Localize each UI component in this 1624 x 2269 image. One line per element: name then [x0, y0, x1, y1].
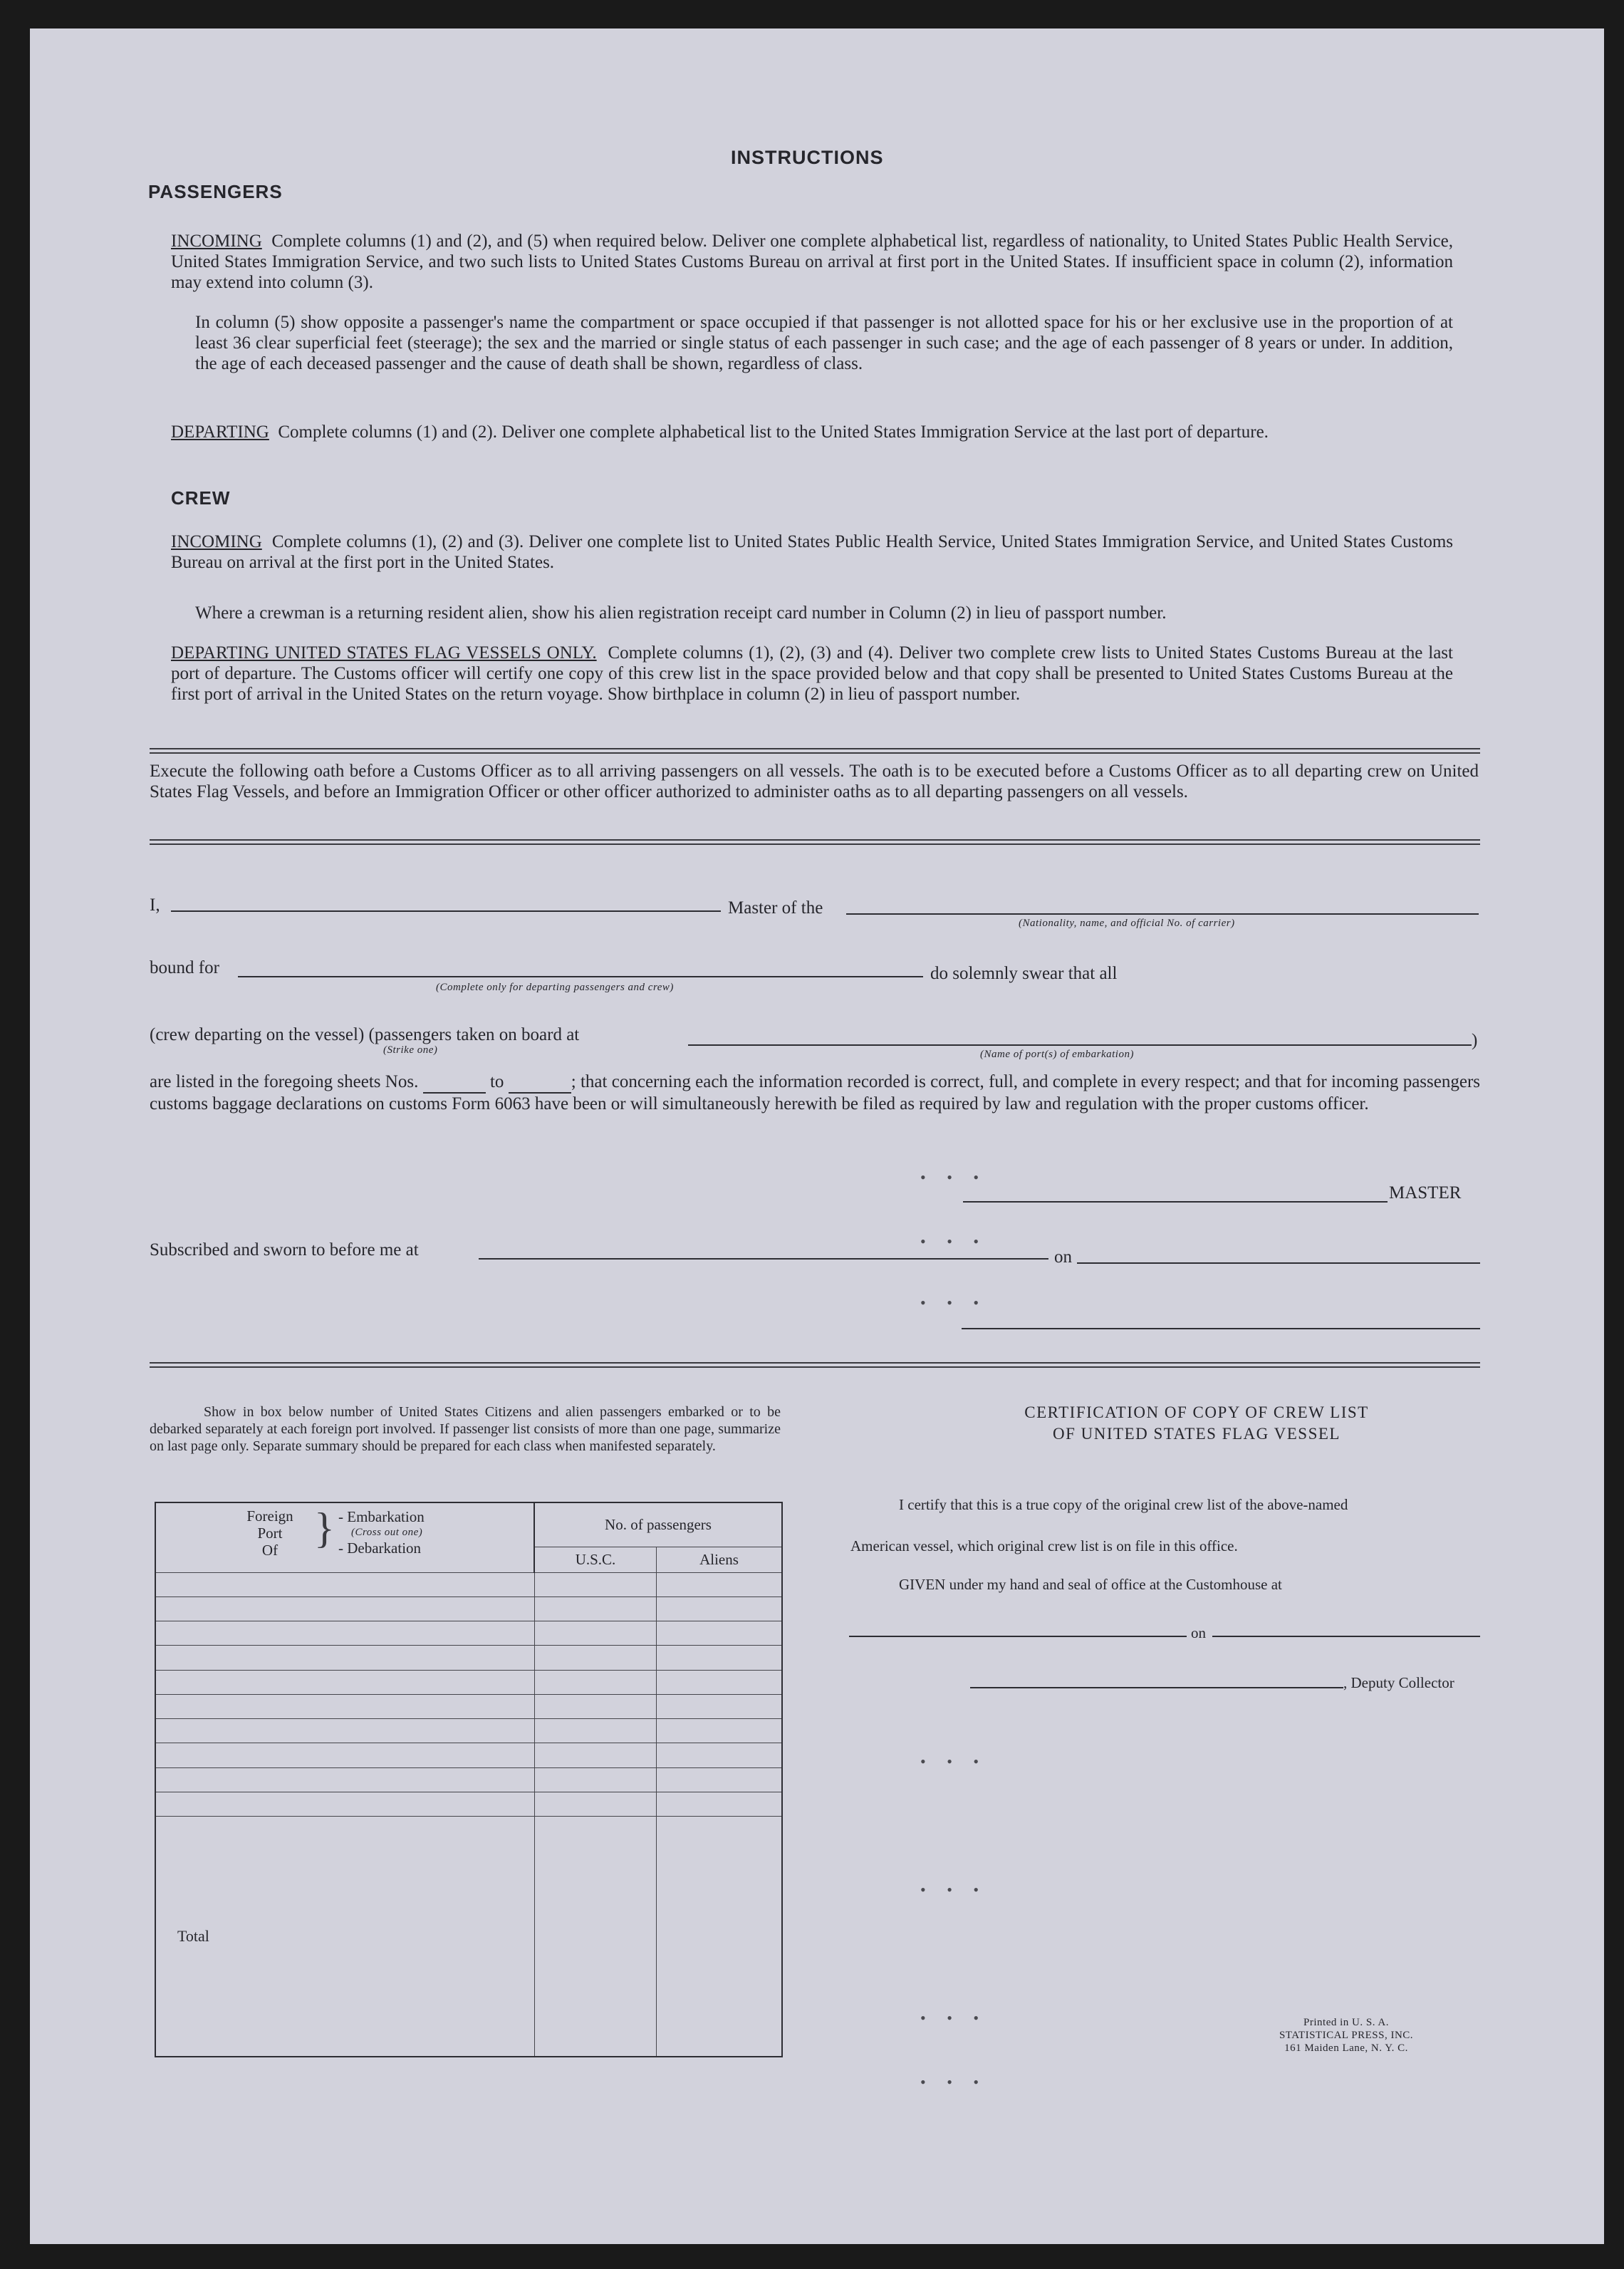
- sworn-date-field[interactable]: [1077, 1262, 1480, 1264]
- divider-rule: [150, 1366, 1480, 1368]
- certification-title-line2: OF UNITED STATES FLAG VESSEL: [1053, 1425, 1341, 1443]
- bound-for-field[interactable]: [238, 976, 923, 977]
- aliens-header: Aliens: [657, 1547, 783, 1572]
- certification-title-line1: CERTIFICATION OF COPY OF CREW LIST: [1024, 1403, 1369, 1421]
- printer-imprint: [1239, 2016, 1453, 2055]
- deputy-signature-field[interactable]: [970, 1687, 1343, 1688]
- crew-departing-label: DEPARTING UNITED STATES FLAG VESSELS ONLY.: [171, 643, 597, 663]
- table-row: [155, 1646, 782, 1670]
- aliens-cell[interactable]: [657, 1646, 783, 1670]
- cross-out-caption: (Cross out one): [351, 1527, 423, 1538]
- passengers-departing-label: DEPARTING: [171, 422, 269, 442]
- port-cell[interactable]: [155, 1670, 534, 1694]
- aliens-cell[interactable]: [657, 1694, 783, 1718]
- aliens-cell[interactable]: [657, 1743, 783, 1767]
- debarkation-option[interactable]: - Debarkation: [338, 1540, 422, 1557]
- sworn-at-field[interactable]: [479, 1258, 1048, 1260]
- certify-line1: I certify that this is a true copy of the original crew list of the above-named: [899, 1496, 1348, 1513]
- summary-instructions: Show in box below number of United States Citizens and alien passengers embarked or to be debarked separately at each foreign port involved. If passenger list consists of more than one page, summarize on last page only. Separate summary should be prepared for each class when manifested separately.: [150, 1404, 781, 1454]
- total-usc-cell[interactable]: [534, 1817, 657, 2057]
- total-aliens-cell[interactable]: [657, 1817, 783, 2057]
- crew-incoming-label: INCOMING: [171, 532, 262, 551]
- master-label: MASTER: [1389, 1183, 1462, 1203]
- crew-heading: CREW: [171, 487, 231, 509]
- passengers-departing-paragraph: [171, 422, 1453, 442]
- certification-title: [926, 1402, 1467, 1445]
- printer-line2: STATISTICAL PRESS, INC.: [1279, 2030, 1414, 2041]
- listed-to: to: [489, 1072, 504, 1091]
- usc-cell[interactable]: [534, 1572, 657, 1596]
- port-cell[interactable]: [155, 1621, 534, 1646]
- bleed-mark: • • •: [920, 1881, 988, 1899]
- crew-incoming-text: Complete columns (1), (2) and (3). Deliver one complete list to United States Public Health Service, United States Immigration Service, and United States Customs Bureau on arrival at the first port in the United States.: [171, 532, 1453, 572]
- printer-line3: 161 Maiden Lane, N. Y. C.: [1284, 2042, 1408, 2054]
- aliens-cell[interactable]: [657, 1621, 783, 1646]
- passengers-incoming-text: Complete columns (1) and (2), and (5) when required below. Deliver one complete alphabetical list, regardless of nationality, to United States Public Health Service, United States Immigration Service, and two such lists to United States Customs Bureau on arrival at first port in the United States. If insufficient space in column (2), information may extend into column (3).: [171, 232, 1454, 292]
- master-name-field[interactable]: [171, 910, 721, 912]
- embarkation-option[interactable]: - Embarkation: [338, 1508, 425, 1525]
- crew-resident-text: Where a crewman is a returning resident alien, show his alien registration receipt card number in Column (2) in lieu of passport number.: [195, 603, 1167, 623]
- table-row: [155, 1767, 782, 1792]
- divider-rule: [150, 843, 1480, 845]
- bleed-mark: • • •: [920, 2009, 988, 2027]
- brace-glyph: }: [314, 1505, 335, 1552]
- passengers-column5-text: In column (5) show opposite a passenger's name the compartment or space occupied if that passenger is not allotted space for his or her exclusive use in the proportion of at least 36 clear superficial feet (steerage); the sex and the married or single status of each passenger in such case; and the age of each passenger of 8 years or under. In addition, the age of each deceased passenger and the cause of death shall be shown, regardless of class.: [195, 313, 1453, 373]
- aliens-cell[interactable]: [657, 1572, 783, 1596]
- oath-i-label: I,: [150, 895, 160, 915]
- port-label: Port: [257, 1525, 283, 1542]
- table-row: [155, 1792, 782, 1817]
- listed-paragraph: [150, 1071, 1480, 1114]
- passengers-incoming-paragraph: [171, 231, 1453, 293]
- bleed-mark: • • •: [920, 1232, 988, 1250]
- total-row: [155, 1817, 782, 2057]
- divider-rule: [150, 1362, 1480, 1364]
- usc-cell[interactable]: [534, 1596, 657, 1621]
- aliens-cell[interactable]: [657, 1792, 783, 1817]
- table-row: [155, 1596, 782, 1621]
- usc-cell[interactable]: [534, 1670, 657, 1694]
- table-row: [155, 1743, 782, 1767]
- aliens-cell[interactable]: [657, 1767, 783, 1792]
- printer-line1: Printed in U. S. A.: [1303, 2017, 1389, 2028]
- table-row: [155, 1719, 782, 1743]
- usc-cell[interactable]: [534, 1719, 657, 1743]
- usc-cell[interactable]: [534, 1646, 657, 1670]
- given-text: GIVEN under my hand and seal of office at the Customhouse at: [899, 1576, 1282, 1593]
- sheet-to-field[interactable]: [509, 1071, 571, 1094]
- port-cell[interactable]: [155, 1767, 534, 1792]
- port-cell[interactable]: [155, 1792, 534, 1817]
- subscribed-label: Subscribed and sworn to before me at: [150, 1240, 419, 1260]
- port-cell[interactable]: [155, 1694, 534, 1718]
- port-cell[interactable]: [155, 1596, 534, 1621]
- divider-rule: [150, 752, 1480, 754]
- certification-date-field[interactable]: [1212, 1636, 1480, 1637]
- crew-departing-oath-text: (crew departing on the vessel) (passengers taken on board at: [150, 1025, 580, 1044]
- listed-prefix: are listed in the foregoing sheets Nos.: [150, 1072, 419, 1091]
- bound-for-label: bound for: [150, 958, 219, 977]
- customhouse-field[interactable]: [849, 1636, 1187, 1637]
- divider-rule: [150, 748, 1480, 749]
- usc-cell[interactable]: [534, 1694, 657, 1718]
- divider-rule: [150, 839, 1480, 841]
- crew-incoming-paragraph: [171, 531, 1453, 573]
- aliens-cell[interactable]: [657, 1596, 783, 1621]
- foreign-label: Foreign: [246, 1507, 293, 1525]
- page-title: INSTRUCTIONS: [731, 147, 884, 168]
- aliens-cell[interactable]: [657, 1670, 783, 1694]
- certify-line2: American vessel, which original crew list is on file in this office.: [850, 1537, 1238, 1554]
- strike-one-caption: (Strike one): [383, 1044, 438, 1056]
- port-cell[interactable]: [155, 1743, 534, 1767]
- port-embarkation-field[interactable]: [688, 1044, 1472, 1046]
- certification-on-label: on: [1191, 1624, 1206, 1641]
- port-cell[interactable]: [155, 1719, 534, 1743]
- master-signature-field[interactable]: [963, 1201, 1388, 1203]
- master-of-the-label: Master of the: [728, 898, 823, 918]
- bleed-mark: • • •: [920, 1168, 988, 1186]
- table-row: [155, 1621, 782, 1646]
- bleed-mark: • • •: [920, 2073, 988, 2091]
- port-caption: (Name of port(s) of embarkation): [980, 1049, 1134, 1060]
- sworn-on-label: on: [1054, 1247, 1072, 1267]
- table-row: [155, 1670, 782, 1694]
- deputy-collector-label: , Deputy Collector: [1343, 1674, 1454, 1691]
- passengers-departing-text: Complete columns (1) and (2). Deliver one complete alphabetical list to the United States Immigration Service at the last port of departure.: [278, 422, 1269, 442]
- sheet-from-field[interactable]: [423, 1071, 486, 1094]
- officer-signature-field[interactable]: [962, 1328, 1480, 1329]
- carrier-field[interactable]: [846, 913, 1479, 915]
- bleed-mark: • • •: [920, 1294, 988, 1312]
- usc-cell[interactable]: [534, 1743, 657, 1767]
- port-cell[interactable]: [155, 1646, 534, 1670]
- usc-cell[interactable]: [534, 1792, 657, 1817]
- foreign-port-header: [155, 1502, 534, 1572]
- aliens-cell[interactable]: [657, 1719, 783, 1743]
- close-paren: ): [1472, 1031, 1478, 1050]
- passengers-incoming-label: INCOMING: [171, 232, 262, 251]
- passenger-summary-table: [155, 1502, 783, 2057]
- no-of-passengers-header: No. of passengers: [534, 1502, 782, 1547]
- total-label: Total: [155, 1817, 534, 2057]
- passengers-heading: PASSENGERS: [148, 181, 283, 202]
- crew-departing-paragraph: [171, 643, 1453, 705]
- of-label: Of: [261, 1542, 279, 1559]
- carrier-caption: (Nationality, name, and official No. of carrier): [1019, 918, 1235, 929]
- listed-rest: ; that concerning each the information recorded is correct, full, and complete in every respect; and that for incoming passengers customs baggage declarations on customs Form 6063 have been or will simultaneously herewith be filed as required by law and regulation with the proper customs officer.: [150, 1072, 1480, 1113]
- usc-cell[interactable]: [534, 1621, 657, 1646]
- swear-text: do solemnly swear that all: [930, 964, 1118, 983]
- table-row: [155, 1572, 782, 1596]
- oath-intro: Execute the following oath before a Customs Officer as to all arriving passengers on all vessels. The oath is to be executed before a Customs Officer as to all departing crew on United States Flag Vessels, and before an Immigration Officer or other officer authorized to administer oaths as to all departing passengers on all vessels.: [150, 762, 1479, 801]
- bleed-mark: • • •: [920, 1753, 988, 1770]
- bound-for-caption: (Complete only for departing passengers and crew): [436, 982, 674, 993]
- usc-cell[interactable]: [534, 1767, 657, 1792]
- crew-departing-text: Complete columns (1), (2), (3) and (4). Deliver two complete crew lists to United States Customs Bureau at the last port of departure. The Customs officer will certify one copy of this crew list in the space provided below and that copy shall be presented to United States Customs Bureau at the first port of arrival in the United States on the return voyage. Show birthplace in column (2) in lieu of passport number.: [171, 643, 1453, 704]
- port-cell[interactable]: [155, 1572, 534, 1596]
- usc-header: U.S.C.: [534, 1547, 657, 1572]
- table-row: [155, 1694, 782, 1718]
